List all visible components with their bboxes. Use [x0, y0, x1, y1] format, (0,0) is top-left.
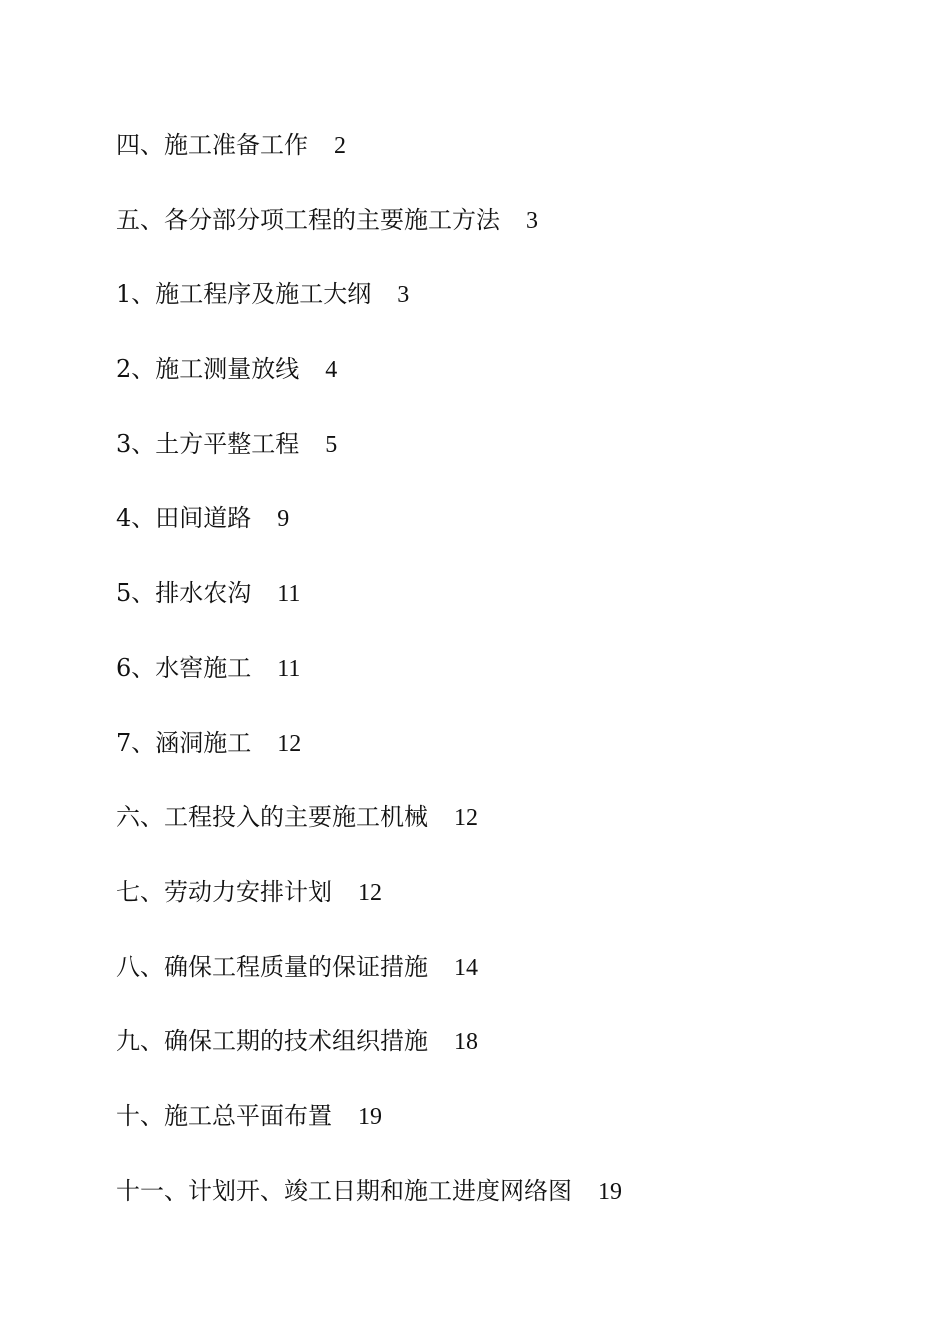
toc-entry-title: 六、工程投入的主要施工机械 — [116, 803, 428, 832]
toc-entry-page-number: 2 — [334, 133, 346, 159]
toc-entry-subsection-7[interactable] — [116, 724, 916, 799]
toc-entry-section-9[interactable] — [116, 1022, 916, 1097]
toc-entry-page-number: 5 — [325, 431, 338, 458]
toc-entry-section-4[interactable] — [116, 126, 916, 201]
toc-entry-page-number: 11 — [277, 581, 301, 608]
toc-entry-title: 4、田间道路 — [116, 504, 252, 533]
toc-entry-title: 3、土方平整工程 — [116, 429, 300, 458]
toc-entry-subsection-3[interactable] — [116, 425, 916, 500]
toc-entry-page-number: 18 — [454, 1029, 478, 1056]
toc-entry-page-number: 12 — [277, 730, 302, 757]
toc-entry-section-7[interactable] — [116, 873, 916, 948]
toc-entry-title: 八、确保工程质量的保证措施 — [116, 952, 428, 981]
toc-entry-title: 2、施工测量放线 — [116, 355, 300, 384]
toc-entry-section-10[interactable] — [116, 1097, 916, 1172]
toc-entry-page-number: 3 — [397, 282, 410, 309]
toc-entry-title: 七、劳动力安排计划 — [116, 877, 332, 906]
toc-entry-subsection-1[interactable] — [116, 275, 916, 350]
toc-entry-page-number: 9 — [277, 506, 290, 533]
toc-entry-title: 五、各分部分项工程的主要施工方法 — [116, 205, 500, 234]
toc-entry-title: 十、施工总平面布置 — [116, 1101, 332, 1130]
toc-entry-title: 十一、计划开、竣工日期和施工进度网络图 — [116, 1176, 572, 1205]
toc-entry-subsection-6[interactable] — [116, 649, 916, 724]
toc-entry-section-11[interactable] — [116, 1172, 916, 1247]
toc-entry-title: 5、排水农沟 — [116, 579, 252, 608]
toc-entry-page-number: 12 — [358, 879, 382, 906]
toc-entry-title: 九、确保工期的技术组织措施 — [116, 1027, 428, 1056]
toc-entry-page-number: 12 — [454, 805, 478, 832]
toc-entry-page-number: 3 — [526, 207, 538, 234]
toc-entry-page-number: 11 — [277, 655, 301, 682]
toc-entry-subsection-2[interactable] — [116, 350, 916, 425]
toc-entry-title: 6、水窖施工 — [116, 653, 252, 682]
toc-entry-page-number: 4 — [325, 357, 338, 384]
toc-entry-page-number: 19 — [598, 1178, 622, 1205]
toc-entry-section-5[interactable] — [116, 201, 916, 276]
toc-entry-title: 1、施工程序及施工大纲 — [116, 280, 372, 309]
toc-entry-title: 7、涵洞施工 — [116, 728, 252, 757]
toc-entry-subsection-4[interactable] — [116, 499, 916, 574]
toc-entry-section-8[interactable] — [116, 948, 916, 1023]
toc-entry-page-number: 14 — [454, 954, 478, 981]
toc-entry-page-number: 19 — [358, 1103, 382, 1130]
toc-entry-subsection-5[interactable] — [116, 574, 916, 649]
toc-entry-section-6[interactable] — [116, 798, 916, 873]
toc-entry-title: 四、施工准备工作 — [116, 131, 308, 159]
table-of-contents — [116, 126, 916, 1246]
